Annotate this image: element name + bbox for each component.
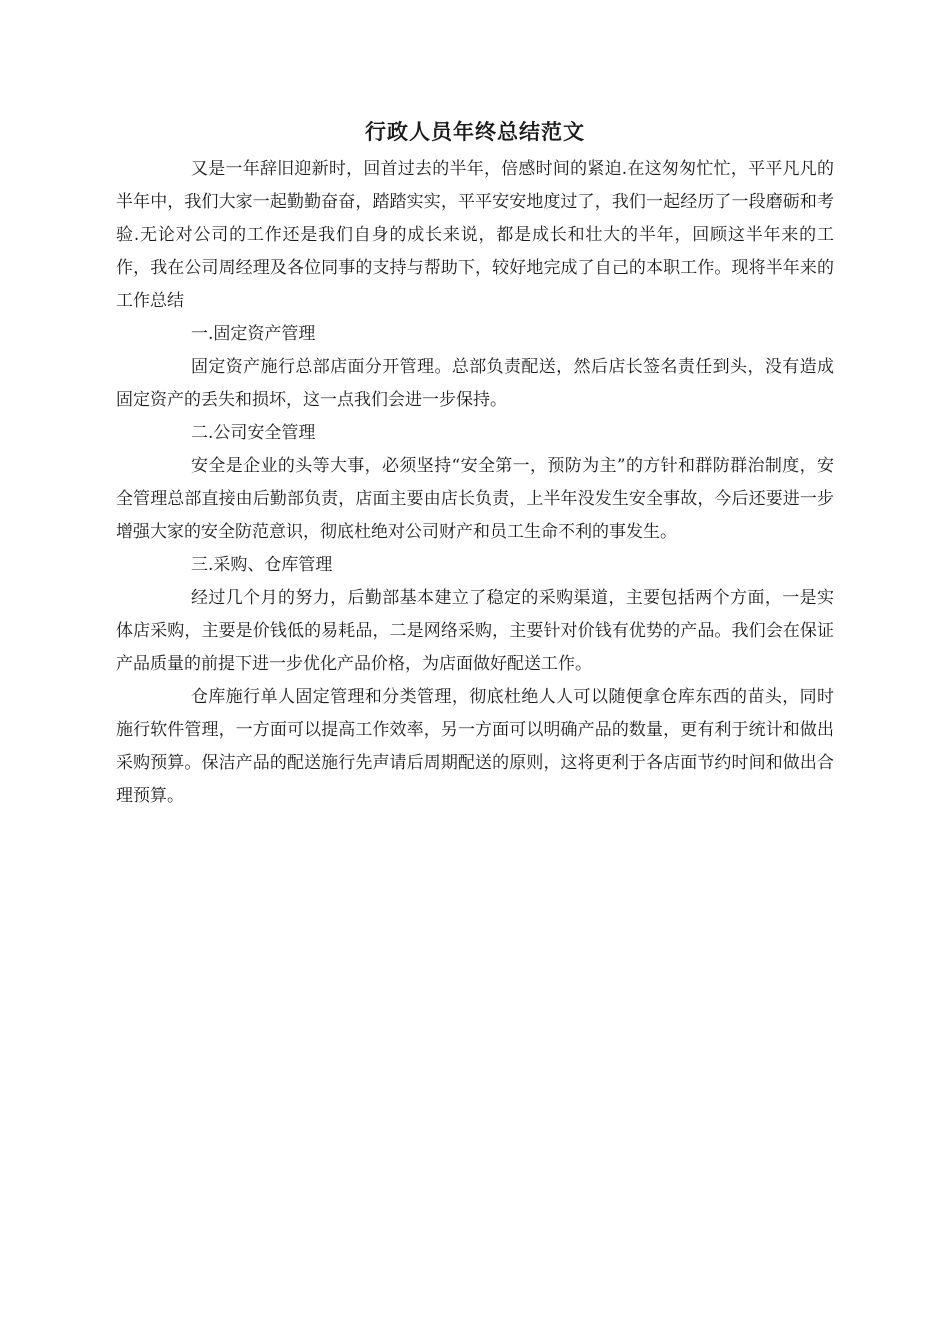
section-paragraph-purchasing: 经过几个月的努力，后勤部基本建立了稳定的采购渠道，主要包括两个方面，一是实体店采购，主要是价钱低的易耗品，二是网络采购，主要针对价钱有优势的产品。我们会在保证产品质量的前提下进一步优化产品价格，为店面做好配送工作。: [116, 588, 834, 674]
section-heading-fixed-assets: 一.固定资产管理: [191, 324, 316, 344]
section-paragraph-fixed-assets: 固定资产施行总部店面分开管理。总部负责配送，然后店长签名责任到头，没有造成固定资产的丢失和损坏，这一点我们会进一步保持。: [116, 357, 834, 410]
intro-paragraph: 又是一年辞旧迎新时，回首过去的半年，倍感时间的紧迫.在这匆匆忙忙，平平凡凡的半年中，我们大家一起勤勤奋奋，踏踏实实，平平安安地度过了，我们一起经历了一段磨砺和考验.无论对公司的工作还是我们自身的成长来说，都是成长和壮大的半年，回顾这半年来的工作，我在公司周经理及各位同事的支持与帮助下，较好地完成了自己的本职工作。现将半年来的工作总结: [116, 159, 834, 311]
section-heading-purchasing-warehouse: 三.采购、仓库管理: [191, 555, 333, 575]
section-paragraph-safety: 安全是企业的头等大事，必须坚持“安全第一，预防为主”的方针和群防群治制度，安全管理总部直接由后勤部负责，店面主要由店长负责，上半年没发生安全事故，今后还要进一步增强大家的安全防范意识，彻底杜绝对公司财产和员工生命不利的事发生。: [116, 456, 834, 542]
document-page: [116, 114, 834, 813]
document-title: 行政人员年终总结范文: [365, 119, 585, 144]
section-heading-safety: 二.公司安全管理: [191, 423, 316, 443]
section-paragraph-warehouse: 仓库施行单人固定管理和分类管理，彻底杜绝人人可以随便拿仓库东西的苗头，同时施行软件管理，一方面可以提高工作效率，另一方面可以明确产品的数量，更有利于统计和做出采购预算。保洁产品的配送施行先声请后周期配送的原则，这将更利于各店面节约时间和做出合理预算。: [116, 687, 834, 806]
